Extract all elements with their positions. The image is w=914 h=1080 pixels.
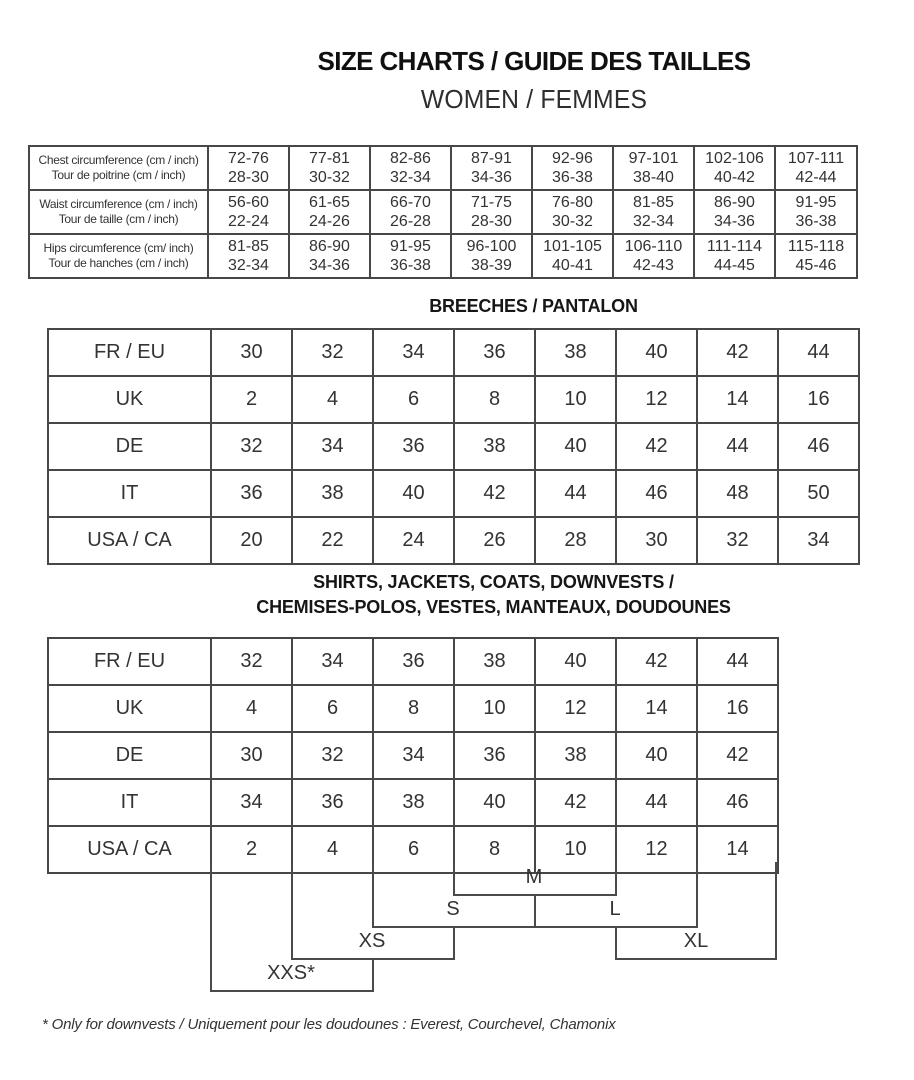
table-row	[48, 732, 778, 779]
size-cell: 8	[454, 826, 535, 873]
inch-range: 34-36	[714, 213, 755, 230]
size-cell: 36	[211, 470, 292, 517]
size-cell: 40	[535, 638, 616, 685]
measurement-cell	[370, 190, 451, 234]
size-cell: 6	[292, 685, 373, 732]
table-row	[48, 638, 778, 685]
size-cell: 4	[292, 826, 373, 873]
measurement-cell	[208, 190, 289, 234]
size-cell: 36	[454, 732, 535, 779]
bracket-line	[453, 862, 455, 896]
bracket-line	[210, 990, 374, 992]
bracket-line	[775, 862, 777, 960]
table-row	[48, 470, 859, 517]
size-cell: 10	[535, 826, 616, 873]
shirts-heading-line1: SHIRTS, JACKETS, COATS, DOWNVESTS /	[313, 572, 674, 592]
row-label-cell: UK	[48, 376, 211, 423]
size-cell: 34	[373, 732, 454, 779]
cm-range: 111-114	[706, 238, 763, 255]
size-cell: 50	[778, 470, 859, 517]
inch-range: 40-41	[552, 257, 593, 274]
bracket-line	[372, 862, 374, 928]
size-cell: 40	[454, 779, 535, 826]
size-cell: 34	[292, 638, 373, 685]
measurement-cell	[775, 146, 857, 190]
size-cell: 10	[454, 685, 535, 732]
size-cell: 40	[373, 470, 454, 517]
size-cell: 30	[211, 732, 292, 779]
cm-range: 91-95	[390, 238, 431, 255]
cm-range: 81-85	[228, 238, 269, 255]
measurement-cell	[208, 234, 289, 278]
bracket-line	[615, 958, 777, 960]
size-cell: 4	[211, 685, 292, 732]
bracket-line	[696, 862, 698, 928]
breeches-section-heading: BREECHES / PANTALON	[429, 296, 638, 316]
cm-range: 76-80	[552, 194, 593, 211]
size-cell: 20	[211, 517, 292, 564]
row-label-cell: USA / CA	[48, 826, 211, 873]
size-cell: 36	[373, 423, 454, 470]
size-cell: 2	[211, 376, 292, 423]
inch-range: 36-38	[795, 213, 837, 230]
size-cell: 36	[454, 329, 535, 376]
size-cell: 44	[697, 638, 778, 685]
size-cell: 44	[616, 779, 697, 826]
cm-range: 96-100	[466, 238, 517, 255]
size-bracket-label-s: S	[446, 898, 460, 920]
size-cell: 34	[778, 517, 859, 564]
size-cell: 42	[616, 638, 697, 685]
bracket-line	[372, 958, 374, 992]
downvests-footnote: * Only for downvests / Uniquement pour les doudounes : Everest, Courchevel, Chamonix	[42, 1016, 616, 1033]
table-row	[48, 423, 859, 470]
size-cell: 4	[292, 376, 373, 423]
cm-range: 66-70	[390, 194, 431, 211]
row-label-cell	[29, 234, 208, 278]
inch-range: 38-39	[471, 257, 512, 274]
size-cell: 8	[373, 685, 454, 732]
size-cell: 40	[616, 329, 697, 376]
size-cell: 36	[373, 638, 454, 685]
inch-range: 42-44	[795, 169, 837, 186]
size-cell: 46	[616, 470, 697, 517]
size-bracket-label-m: M	[525, 866, 543, 888]
size-bracket-label-xl: XL	[683, 930, 709, 952]
cm-range: 91-95	[795, 194, 837, 211]
row-label-cell: DE	[48, 423, 211, 470]
letter-size-brackets-diagram	[47, 862, 777, 996]
size-bracket-label-xs: XS	[358, 930, 386, 952]
table-row	[48, 779, 778, 826]
page-header	[210, 46, 858, 115]
shirts-section-heading	[210, 570, 777, 620]
inch-range: 32-34	[228, 257, 269, 274]
inch-range: 34-36	[309, 257, 350, 274]
size-cell: 46	[697, 779, 778, 826]
shirts-heading-line2: CHEMISES-POLOS, VESTES, MANTEAUX, DOUDOUNES	[256, 597, 731, 617]
measurement-cell	[289, 146, 370, 190]
size-cell: 26	[454, 517, 535, 564]
cm-range: 56-60	[228, 194, 269, 211]
row-label-fr: Tour de poitrine (cm / inch)	[51, 168, 186, 182]
size-cell: 44	[697, 423, 778, 470]
size-bracket-label-l: L	[609, 898, 621, 920]
size-bracket-label-xxs: XXS*	[267, 962, 315, 984]
cm-range: 87-91	[471, 150, 512, 167]
inch-range: 28-30	[471, 213, 512, 230]
size-cell: 14	[697, 376, 778, 423]
size-cell: 36	[292, 779, 373, 826]
size-cell: 42	[697, 329, 778, 376]
inch-range: 40-42	[714, 169, 755, 186]
row-label-cell: UK	[48, 685, 211, 732]
measurement-cell	[694, 234, 775, 278]
cm-range: 107-111	[787, 150, 845, 167]
cm-range: 86-90	[309, 238, 350, 255]
table-row	[29, 234, 857, 278]
table-row	[48, 329, 859, 376]
cm-range: 101-105	[543, 238, 602, 255]
inch-range: 38-40	[633, 169, 674, 186]
bracket-line	[534, 894, 536, 928]
page-subtitle: WOMEN / FEMMES	[420, 84, 648, 114]
size-cell: 38	[454, 423, 535, 470]
inch-range: 24-26	[309, 213, 350, 230]
inch-range: 44-45	[714, 257, 755, 274]
table-row	[29, 190, 857, 234]
size-cell: 48	[697, 470, 778, 517]
measurements-table	[28, 145, 858, 279]
size-cell: 32	[697, 517, 778, 564]
size-cell: 34	[211, 779, 292, 826]
cm-range: 86-90	[714, 194, 755, 211]
size-cell: 6	[373, 376, 454, 423]
size-cell: 2	[211, 826, 292, 873]
size-cell: 42	[697, 732, 778, 779]
cm-range: 106-110	[624, 238, 683, 255]
measurement-cell	[370, 146, 451, 190]
size-cell: 32	[292, 329, 373, 376]
size-cell: 40	[535, 423, 616, 470]
measurement-cell	[775, 190, 857, 234]
table-row	[48, 517, 859, 564]
cm-range: 71-75	[471, 194, 512, 211]
measurement-cell	[613, 190, 694, 234]
size-cell: 42	[454, 470, 535, 517]
size-cell: 42	[535, 779, 616, 826]
row-label-cell: IT	[48, 470, 211, 517]
size-cell: 6	[373, 826, 454, 873]
size-cell: 8	[454, 376, 535, 423]
measurement-cell	[208, 146, 289, 190]
inch-range: 26-28	[390, 213, 431, 230]
size-cell: 38	[535, 329, 616, 376]
size-cell: 32	[211, 423, 292, 470]
size-cell: 12	[535, 685, 616, 732]
size-cell: 14	[616, 685, 697, 732]
inch-range: 32-34	[633, 213, 674, 230]
row-label-en: Hips circumference (cm/ inch)	[43, 241, 194, 255]
size-cell: 16	[778, 376, 859, 423]
inch-range: 34-36	[471, 169, 512, 186]
row-label-cell	[29, 146, 208, 190]
measurement-cell	[613, 146, 694, 190]
size-cell: 30	[616, 517, 697, 564]
row-label-cell: FR / EU	[48, 329, 211, 376]
size-cell: 38	[292, 470, 373, 517]
measurement-cell	[289, 234, 370, 278]
cm-range: 82-86	[390, 150, 431, 167]
row-label-en: Waist circumference (cm / inch)	[39, 197, 198, 211]
size-cell: 16	[697, 685, 778, 732]
inch-range: 36-38	[552, 169, 593, 186]
measurement-cell	[451, 234, 532, 278]
inch-range: 32-34	[390, 169, 431, 186]
size-cell: 38	[373, 779, 454, 826]
table-row	[48, 685, 778, 732]
inch-range: 30-32	[552, 213, 593, 230]
row-label-en: Chest circumference (cm / inch)	[38, 153, 199, 167]
page-title: SIZE CHARTS / GUIDE DES TAILLES	[317, 46, 751, 76]
bracket-line	[615, 926, 617, 960]
size-cell: 44	[778, 329, 859, 376]
bracket-line	[291, 862, 293, 960]
size-cell: 44	[535, 470, 616, 517]
inch-range: 45-46	[795, 257, 837, 274]
size-cell: 22	[292, 517, 373, 564]
row-label-cell: DE	[48, 732, 211, 779]
size-cell: 12	[616, 826, 697, 873]
cm-range: 81-85	[633, 194, 674, 211]
row-label-cell: USA / CA	[48, 517, 211, 564]
size-cell: 24	[373, 517, 454, 564]
size-cell: 32	[211, 638, 292, 685]
inch-range: 36-38	[390, 257, 431, 274]
size-cell: 32	[292, 732, 373, 779]
cm-range: 77-81	[309, 150, 350, 167]
size-cell: 14	[697, 826, 778, 873]
size-cell: 28	[535, 517, 616, 564]
breeches-size-table	[47, 328, 860, 565]
row-label-cell	[29, 190, 208, 234]
cm-range: 102-106	[705, 150, 764, 167]
measurement-cell	[532, 146, 613, 190]
measurement-cell	[532, 234, 613, 278]
measurement-cell	[451, 190, 532, 234]
measurement-cell	[694, 146, 775, 190]
size-cell: 46	[778, 423, 859, 470]
row-label-fr: Tour de hanches (cm / inch)	[48, 256, 189, 270]
cm-range: 72-76	[228, 150, 269, 167]
row-label-fr: Tour de taille (cm / inch)	[58, 212, 179, 226]
bracket-line	[453, 926, 455, 960]
measurement-cell	[532, 190, 613, 234]
size-cell: 42	[616, 423, 697, 470]
measurement-cell	[775, 234, 857, 278]
measurement-cell	[613, 234, 694, 278]
measurement-cell	[370, 234, 451, 278]
size-cell: 40	[616, 732, 697, 779]
bracket-line	[615, 862, 617, 896]
size-cell: 12	[616, 376, 697, 423]
inch-range: 28-30	[228, 169, 269, 186]
row-label-cell: IT	[48, 779, 211, 826]
inch-range: 30-32	[309, 169, 350, 186]
cm-range: 61-65	[309, 194, 350, 211]
shirts-size-table	[47, 637, 779, 874]
inch-range: 42-43	[633, 257, 674, 274]
cm-range: 115-118	[787, 238, 845, 255]
measurement-cell	[289, 190, 370, 234]
cm-range: 97-101	[628, 150, 679, 167]
inch-range: 22-24	[228, 213, 269, 230]
measurement-cell	[694, 190, 775, 234]
cm-range: 92-96	[552, 150, 593, 167]
measurement-cell	[451, 146, 532, 190]
row-label-cell: FR / EU	[48, 638, 211, 685]
table-row	[29, 146, 857, 190]
size-cell: 10	[535, 376, 616, 423]
bracket-line	[210, 862, 212, 992]
size-cell: 38	[454, 638, 535, 685]
size-cell: 34	[373, 329, 454, 376]
table-row	[48, 376, 859, 423]
size-cell: 30	[211, 329, 292, 376]
size-cell: 38	[535, 732, 616, 779]
size-cell: 34	[292, 423, 373, 470]
